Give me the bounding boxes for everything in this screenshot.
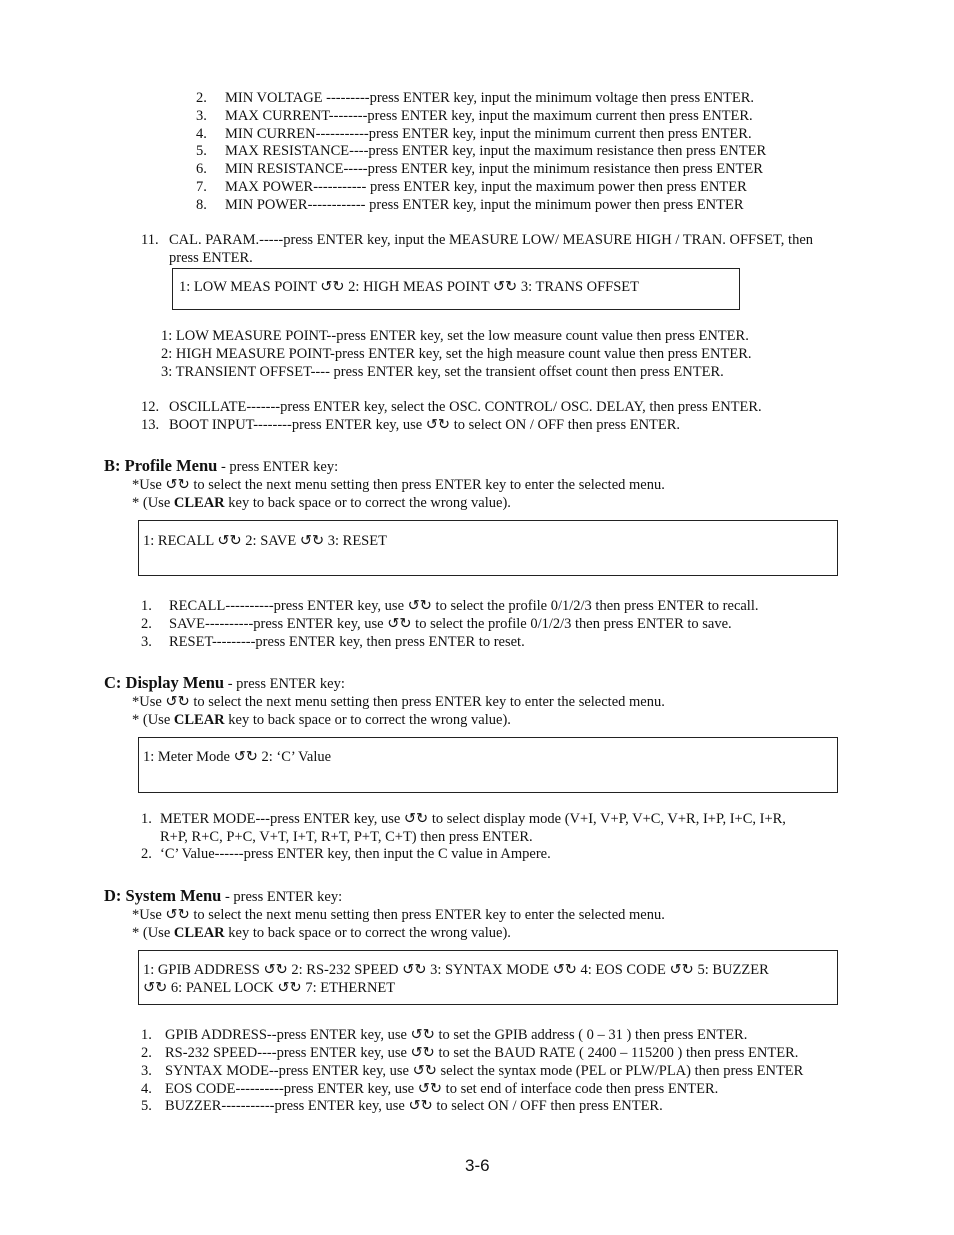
list-number: 4. (141, 1081, 152, 1097)
cal-param-text-cont: press ENTER. (169, 250, 253, 266)
clear-key-label: CLEAR (173, 925, 225, 941)
list-number: 6. (196, 161, 207, 177)
profile-menu-text: 1: RECALL ↺↻ 2: SAVE ↺↻ 3: RESET (143, 533, 387, 549)
list-item: MAX RESISTANCE----press ENTER key, input the maximum resistance then press ENTER (225, 143, 767, 159)
list-number: 2. (196, 90, 207, 106)
cal-param-sub-item: 1: LOW MEASURE POINT--press ENTER key, set the low measure count value then press ENTER. (161, 328, 749, 344)
clear-instruction (132, 711, 511, 729)
clear-key-label: CLEAR (173, 495, 225, 511)
list-item: SYNTAX MODE--press ENTER key, use ↺↻ select the syntax mode (PEL or PLW/PLA) then press ENTER (165, 1063, 804, 1079)
list-item: RESET---------press ENTER key, then press ENTER to reset. (169, 634, 525, 650)
clear-instruction-post: key to back space or to correct the wrong value). (224, 712, 511, 728)
clear-instruction (132, 494, 511, 512)
clear-instruction-pre: * (Use (132, 925, 174, 941)
profile-menu-title: B: Profile Menu (104, 456, 218, 475)
use-instruction: *Use ↺↻ to select the next menu setting then press ENTER key to enter the selected menu. (132, 694, 665, 710)
list-item: OSCILLATE-------press ENTER key, select the OSC. CONTROL/ OSC. DELAY, then press ENTER. (169, 399, 762, 415)
list-number: 13. (141, 417, 160, 433)
cal-param-menu-box (172, 268, 740, 310)
display-menu-title: C: Display Menu (104, 673, 225, 692)
clear-instruction-pre: * (Use (132, 712, 174, 728)
list-number: 8. (196, 197, 207, 213)
list-item-cont: R+P, R+C, P+C, V+T, I+T, R+T, P+T, C+T) then press ENTER. (160, 829, 533, 845)
list-item: SAVE----------press ENTER key, use ↺↻ to select the profile 0/1/2/3 then press ENTER to save. (169, 616, 732, 632)
system-menu-text: 1: GPIB ADDRESS ↺↻ 2: RS-232 SPEED ↺↻ 3: SYNTAX MODE ↺↻ 4: EOS CODE ↺↻ 5: BUZZER (143, 962, 769, 978)
clear-key-label: CLEAR (173, 712, 225, 728)
list-number: 4. (196, 126, 207, 142)
list-number: 1. (141, 598, 152, 614)
page-number: 3-6 (465, 1156, 490, 1175)
system-menu-heading (104, 886, 342, 907)
display-menu-subtitle: - press ENTER key: (224, 676, 345, 692)
cal-param-menu-text: 1: LOW MEAS POINT ↺↻ 2: HIGH MEAS POINT ↺↻ 3: TRANS OFFSET (179, 279, 640, 295)
list-item: RS-232 SPEED----press ENTER key, use ↺↻ to set the BAUD RATE ( 2400 – 115200 ) then press ENTER. (165, 1045, 799, 1061)
list-number: 7. (196, 179, 207, 195)
list-number: 11. (141, 232, 159, 248)
system-menu-box (138, 950, 838, 1005)
list-number: 1. (141, 1027, 152, 1043)
list-item: BOOT INPUT--------press ENTER key, use ↺↻ to select ON / OFF then press ENTER. (169, 417, 681, 433)
system-menu-subtitle: - press ENTER key: (221, 889, 343, 905)
display-menu-heading (104, 673, 345, 694)
list-number: 5. (141, 1098, 152, 1114)
list-item: MIN POWER------------ press ENTER key, input the minimum power then press ENTER (225, 197, 744, 213)
list-item: MAX CURRENT--------press ENTER key, input the maximum current then press ENTER. (225, 108, 753, 124)
list-item: GPIB ADDRESS--press ENTER key, use ↺↻ to set the GPIB address ( 0 – 31 ) then press ENTER. (165, 1027, 748, 1043)
list-item: MIN VOLTAGE ---------press ENTER key, input the minimum voltage then press ENTER. (225, 90, 755, 106)
list-number: 1. (141, 811, 152, 827)
clear-instruction-post: key to back space or to correct the wrong value). (224, 925, 511, 941)
system-menu-text-cont: ↺↻ 6: PANEL LOCK ↺↻ 7: ETHERNET (143, 980, 396, 996)
display-menu-text: 1: Meter Mode ↺↻ 2: ‘C’ Value (143, 749, 332, 765)
list-item: RECALL----------press ENTER key, use ↺↻ to select the profile 0/1/2/3 then press ENTER to recall. (169, 598, 759, 614)
list-number: 12. (141, 399, 160, 415)
list-number: 2. (141, 1045, 152, 1061)
profile-menu-subtitle: - press ENTER key: (217, 459, 339, 475)
cal-param-sub-item: 2: HIGH MEASURE POINT-press ENTER key, set the high measure count value then press ENTER. (161, 346, 752, 362)
list-number: 3. (196, 108, 207, 124)
list-number: 2. (141, 846, 152, 862)
cal-param-text: CAL. PARAM.-----press ENTER key, input the MEASURE LOW/ MEASURE HIGH / TRAN. OFFSET, then (169, 232, 814, 248)
list-number: 3. (141, 634, 152, 650)
cal-param-sub-item: 3: TRANSIENT OFFSET---- press ENTER key, set the transient offset count then press ENTER. (161, 364, 724, 380)
list-number: 5. (196, 143, 207, 159)
list-item: MIN RESISTANCE-----press ENTER key, input the minimum resistance then press ENTER (225, 161, 763, 177)
profile-menu-box (138, 520, 838, 576)
clear-instruction (132, 924, 511, 942)
list-item: MIN CURREN-----------press ENTER key, input the minimum current then press ENTER. (225, 126, 752, 142)
list-number: 3. (141, 1063, 152, 1079)
list-item: METER MODE---press ENTER key, use ↺↻ to select display mode (V+I, V+P, V+C, V+R, I+P, I+C, I+R, (160, 811, 786, 827)
list-item: EOS CODE----------press ENTER key, use ↺↻ to set end of interface code then press ENTER. (165, 1081, 719, 1097)
list-item: BUZZER-----------press ENTER key, use ↺↻ to select ON / OFF then press ENTER. (165, 1098, 663, 1114)
list-number: 2. (141, 616, 152, 632)
list-item: MAX POWER----------- press ENTER key, input the maximum power then press ENTER (225, 179, 747, 195)
system-menu-title: D: System Menu (104, 886, 222, 905)
profile-menu-heading (104, 456, 338, 477)
clear-instruction-pre: * (Use (132, 495, 174, 511)
clear-instruction-post: key to back space or to correct the wrong value). (224, 495, 511, 511)
display-menu-box (138, 737, 838, 793)
use-instruction: *Use ↺↻ to select the next menu setting then press ENTER key to enter the selected menu. (132, 907, 665, 923)
list-item: ‘C’ Value------press ENTER key, then input the C value in Ampere. (160, 846, 551, 862)
use-instruction: *Use ↺↻ to select the next menu setting then press ENTER key to enter the selected menu. (132, 477, 665, 493)
